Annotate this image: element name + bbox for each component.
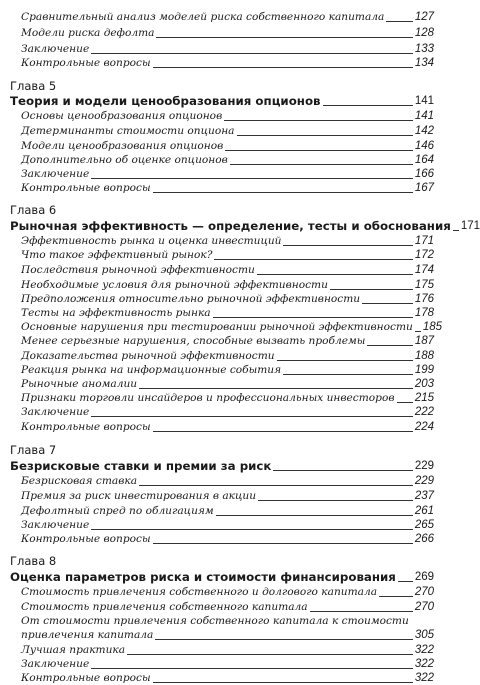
toc-entry[interactable]: Рыночные аномалии 203 <box>21 378 434 390</box>
toc-entry[interactable]: Безрисковая ставка 229 <box>21 475 434 487</box>
chapter-label: Глава 6 <box>10 203 57 217</box>
toc-entry[interactable]: Доказательства рыночной эффективности 188 <box>21 350 434 362</box>
chapter-label: Глава 5 <box>10 79 57 93</box>
toc-entry[interactable]: Необходимые условия для рыночной эффективности 175 <box>21 279 434 291</box>
toc-entry[interactable]: Заключение 222 <box>21 406 434 418</box>
toc-entry[interactable]: Модели риска дефолта 128 <box>21 27 434 39</box>
toc-entry[interactable]: Признаки торговли инсайдеров и профессиональных инвесторов 215 <box>21 392 434 404</box>
toc-entry[interactable]: Модели ценообразования опционов 146 <box>21 140 434 152</box>
toc-entry[interactable]: Контрольные вопросы 322 <box>21 672 434 684</box>
toc-entry[interactable]: Заключение 322 <box>21 658 434 670</box>
toc-entry[interactable]: Дефолтный спред по облигациям 261 <box>21 505 434 517</box>
toc-entry[interactable]: Сравнительный анализ моделей риска собственного капитала 127 <box>21 11 434 23</box>
toc-entry[interactable]: Премия за риск инвестирования в акции 237 <box>21 490 434 502</box>
toc-entry[interactable]: Контрольные вопросы 134 <box>21 57 434 69</box>
toc-entry-wrapped[interactable] <box>21 614 434 642</box>
toc-entry[interactable]: Контрольные вопросы 266 <box>21 533 434 545</box>
toc-entry[interactable]: Менее серьезные нарушения, способные вызвать проблемы 187 <box>21 335 434 347</box>
toc-entry[interactable]: Основы ценообразования опционов 141 <box>21 110 434 122</box>
toc-entry[interactable]: Детерминанты стоимости опциона 142 <box>21 125 434 137</box>
chapter-label: Глава 7 <box>10 443 57 457</box>
toc-entry[interactable]: Заключение 265 <box>21 519 434 531</box>
toc-entry[interactable]: Контрольные вопросы 224 <box>21 421 434 433</box>
toc-entry[interactable]: Предположения относительно рыночной эффективности 176 <box>21 293 434 305</box>
toc-entry-line1: От стоимости привлечения собственного капитала к стоимости <box>21 615 409 627</box>
toc-entry[interactable]: Реакция рынка на информационные события 199 <box>21 364 434 376</box>
toc-entry[interactable]: Заключение 166 <box>21 168 434 180</box>
toc-entry[interactable]: Эффективность рынка и оценка инвестиций 171 <box>21 235 434 247</box>
toc-entry[interactable]: Стоимость привлечения собственного и долгового капитала 270 <box>21 586 434 598</box>
toc-entry-line2: привлечения капитала 305 <box>21 629 434 641</box>
toc-entry[interactable]: Контрольные вопросы 167 <box>21 182 434 194</box>
toc-entry[interactable]: Основные нарушения при тестировании рыночной эффективности 185 <box>21 321 443 333</box>
toc-entry[interactable]: Стоимость привлечения собственного капитала 270 <box>21 601 434 613</box>
toc-entry[interactable]: Тесты на эффективность рынка 178 <box>21 307 434 319</box>
chapter-title[interactable]: Рыночная эффективность — определение, тесты и обоснования 171 <box>10 219 480 233</box>
chapter-title[interactable]: Теория и модели ценообразования опционов 141 <box>10 94 434 108</box>
toc-entry[interactable]: Заключение 133 <box>21 43 434 55</box>
toc-entry[interactable]: Последствия рыночной эффективности 174 <box>21 264 434 276</box>
chapter-title[interactable]: Безрисковые ставки и премии за риск 229 <box>10 459 434 473</box>
toc-entry[interactable]: Что такое эффективный рынок? 172 <box>21 249 434 261</box>
chapter-label: Глава 8 <box>10 554 57 568</box>
chapter-title[interactable]: Оценка параметров риска и стоимости финансирования 269 <box>10 570 434 584</box>
toc-entry[interactable]: Лучшая практика 322 <box>21 644 434 656</box>
toc-entry[interactable]: Дополнительно об оценке опционов 164 <box>21 154 434 166</box>
